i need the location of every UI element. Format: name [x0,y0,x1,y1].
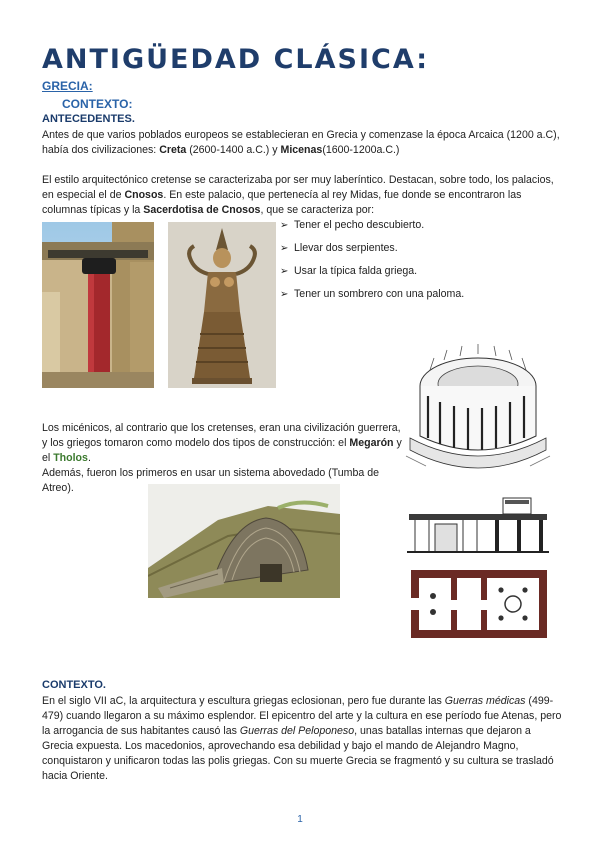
list-item [280,241,500,264]
arrow-bullet-icon: ➢ [280,289,289,300]
paragraph-antecedentes [42,128,562,158]
text-run: En el siglo VII aC, la arquitectura y escultura griegas eclosionan, pero fue durante las [42,695,445,707]
term-guerras-peloponeso: Guerras del Peloponeso [239,725,355,737]
text-run: (499-479) cuando llegaron a su máximo esplendor. El epicentro del arte y la cultura en ese período fue Atenas, pero la arrogancia de sus habitantes causó las [42,695,562,737]
text-run: El estilo arquitectónico cretense se caracterizaba por ser muy laberíntico. Destacan, sobre todo, los palacios, en especial el de [42,174,554,201]
paragraph-contexto [42,694,562,784]
text-run: Antes de que varios poblados europeos se establecieran en Grecia y comenzase la época Arcaica (1200 a.C), había dos civilizaciones: [42,129,560,156]
contexto-heading: CONTEXTO. [42,679,106,691]
arrow-bullet-icon: ➢ [280,266,289,277]
list-item [280,287,500,310]
list-item-text: Tener el pecho descubierto. [294,219,425,231]
megaron-floor-plan [411,570,547,638]
text-run: (1600-1200a.C.) [322,144,400,156]
term-micenas: Micenas [280,144,323,156]
term-tholos: Tholos [53,452,88,464]
atreus-tomb-illustration [148,484,340,598]
list-item-text: Tener un sombrero con una paloma. [294,288,465,300]
list-item [280,218,500,241]
antecedentes-heading: ANTECEDENTES. [42,113,135,125]
list-item-text: Llevar dos serpientes. [294,242,398,254]
sacerdotisa-features-list [280,218,500,310]
megaron-elevation-drawing [405,494,551,556]
term-creta: Creta [159,144,187,156]
term-guerras-medicas: Guerras médicas [444,695,526,707]
list-item-text: Usar la típica falda griega. [294,265,418,277]
term-megaron: Megarón [349,437,394,449]
text-run: . [87,452,91,464]
page-title: ANTIGÜEDAD CLÁSICA: [42,44,430,75]
snake-goddess-photo [168,222,276,388]
term-cnosos: Cnosos [124,189,164,201]
list-item [280,264,500,287]
text-run: , unas batallas internas que dejaron a Grecia expuesta. Los macedonios, aprovechando esa debilidad y bajo el mando de Alejandro Magno, conquistaron y unificaron todas las polis griegas. Con su muerte Grecia se fragmentó y su cultura se trasladó hacia Oriente. [42,725,554,782]
arrow-bullet-icon: ➢ [280,243,289,254]
tholos-drawing [404,330,552,480]
page-number: 1 [297,814,303,825]
knossos-column-photo [42,222,154,388]
text-run: (2600-1400 a.C.) y [186,144,281,156]
paragraph-cretense [42,173,562,218]
text-run: Además, fueron los primeros en usar un sistema abovedado (Tumba de Atreo). [42,467,380,494]
section-heading-grecia: GRECIA: [42,79,93,93]
arrow-bullet-icon: ➢ [280,220,289,231]
text-run: y el [42,437,402,464]
term-sacerdotisa: Sacerdotisa de Cnosos [143,204,261,216]
text-run: Los micénicos, al contrario que los cretenses, eran una civilización guerrera, y los griegos tomaron como modelo dos tipos de construcción: el [42,422,401,449]
subsection-heading-contexto: CONTEXTO: [62,97,133,111]
text-run: . En este palacio, que pertenecía al rey Midas, fue donde se encontraron las columnas típicas y la [42,189,522,216]
text-run: , que se caracteriza por: [260,204,375,216]
